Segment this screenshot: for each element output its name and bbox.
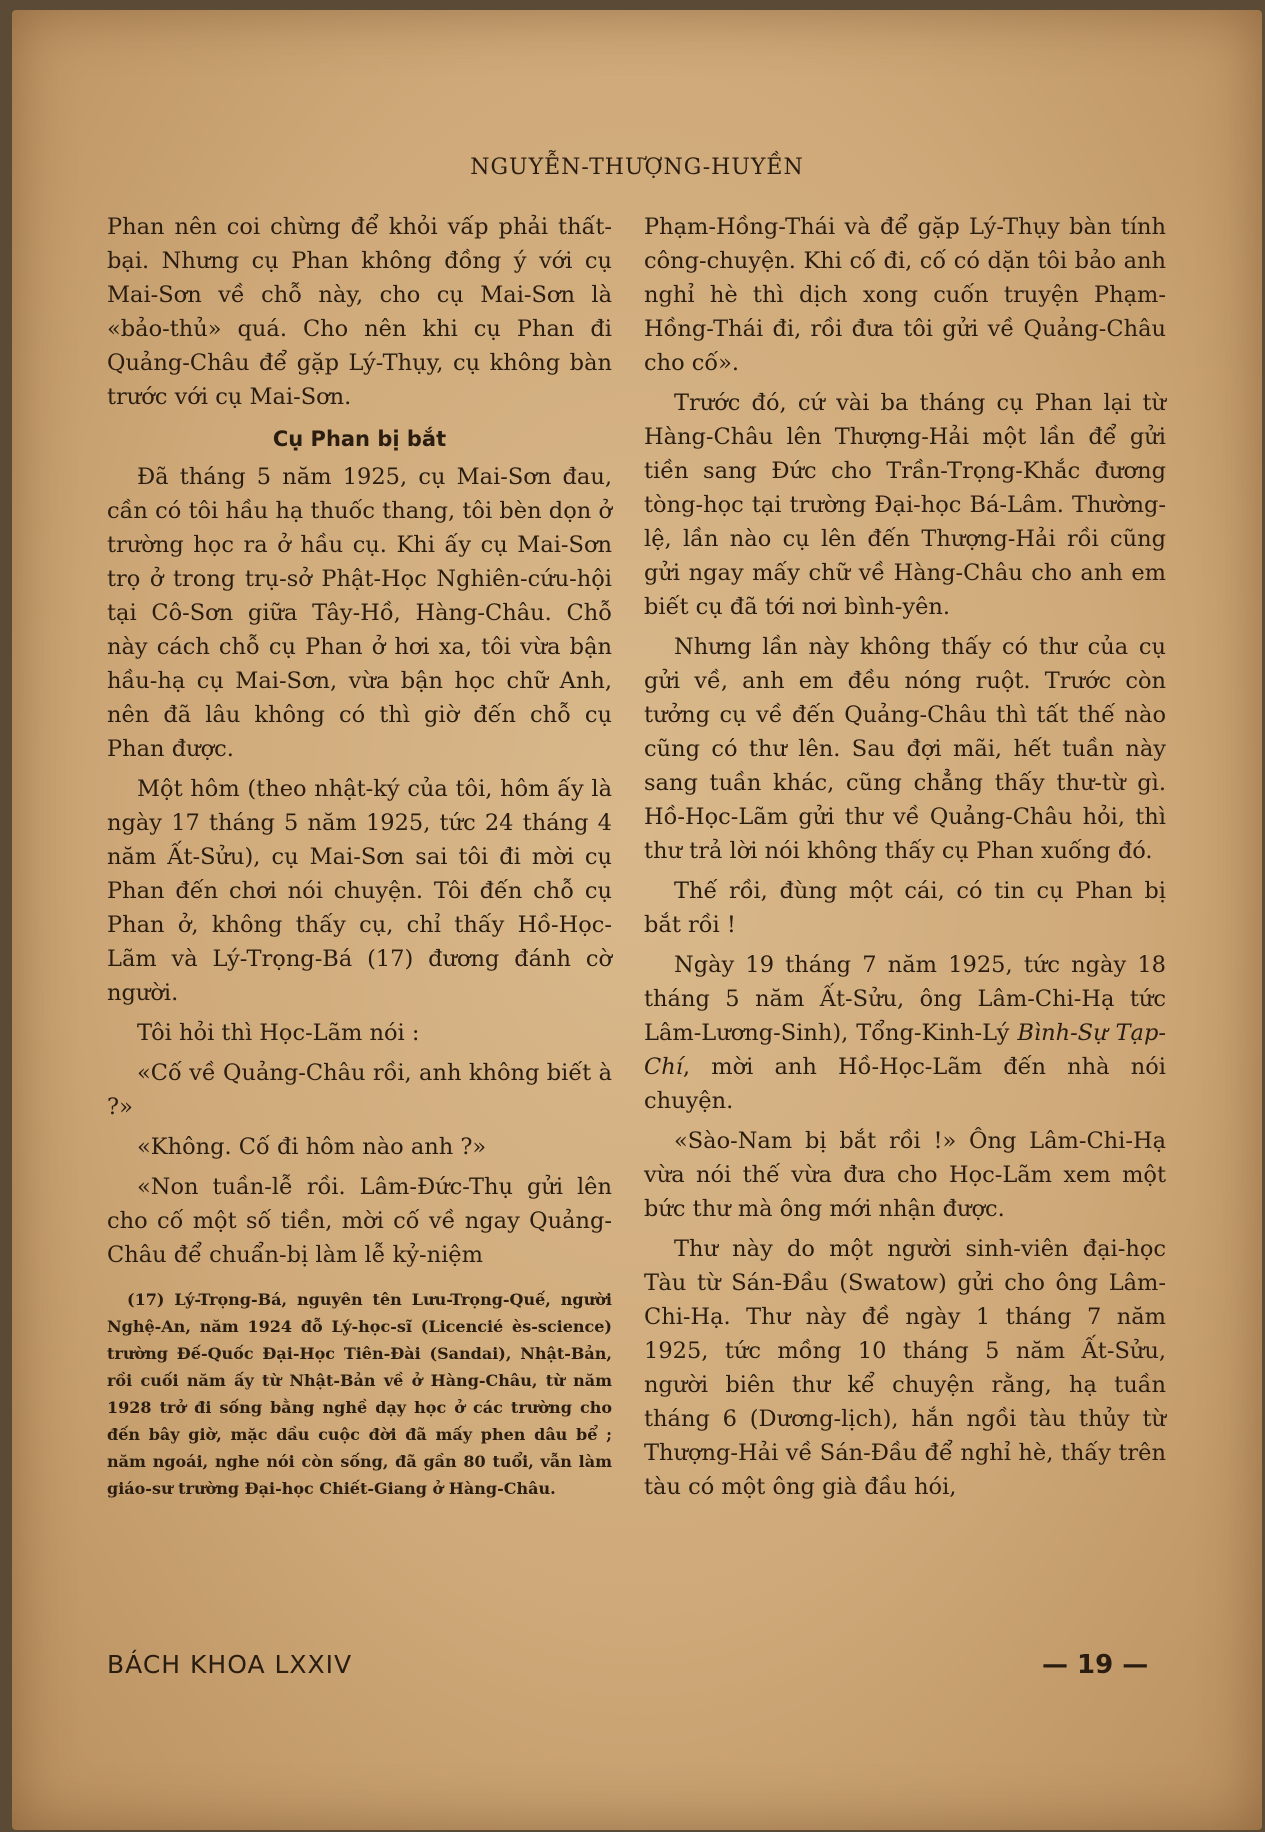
- paragraph: Trước đó, cứ vài ba tháng cụ Phan lại từ Hàng-Châu lên Thượng-Hải một lần để gửi tiền sang Đức cho Trần-Trọng-Khắc đương tòng-học tại trường Đại-học Bá-Lâm. Thường-lệ, lần nào cụ lên đến Thượng-Hải rồi cũng gửi ngay mấy chữ về Hàng-Châu cho anh em biết cụ đã tới nơi bình-yên.: [644, 390, 1166, 620]
- paragraph: Một hôm (theo nhật-ký của tôi, hôm ấy là ngày 17 tháng 5 năm 1925, tức 24 tháng 4 năm Ất-Sửu), cụ Mai-Sơn sai tôi đi mời cụ Phan đến chơi nói chuyện. Tôi đến chỗ cụ Phan ở, không thấy cụ, chỉ thấy Hồ-Học-Lãm và Lý-Trọng-Bá (17) đương đánh cờ người.: [107, 776, 612, 1006]
- page-header-author: NGUYỄN-THƯỢNG-HUYỀN: [470, 155, 804, 180]
- right-column: [644, 210, 1166, 1510]
- magazine-name: BÁCH KHOA LXXIV: [107, 1650, 353, 1679]
- footnote-text: (17) Lý-Trọng-Bá, nguyên tên Lưu-Trọng-Quế, người Nghệ-An, năm 1924 đỗ Lý-học-sĩ (Licencié ès-science) trường Đế-Quốc Đại-Học Tiên-Đài (Sandai), Nhật-Bản, rồi cuối năm ấy từ Nhật-Bản về ở Hàng-Châu, từ năm 1928 trở đi sống bằng nghề dạy học ở các trường cho đến bây giờ, mặc dầu cuộc đời đã mấy phen dâu bể ; năm ngoái, nghe nói còn sống, đã gần 80 tuổi, vẫn làm giáo-sư trường Đại-học Chiết-Giang ở Hàng-Châu.: [107, 1290, 612, 1498]
- paragraph: Đã tháng 5 năm 1925, cụ Mai-Sơn đau, cần có tôi hầu hạ thuốc thang, tôi bèn dọn ở trường học ra ở hầu cụ. Khi ấy cụ Mai-Sơn trọ ở trong trụ-sở Phật-Học Nghiên-cứu-hội tại Cô-Sơn giữa Tây-Hồ, Hàng-Châu. Chỗ này cách chỗ cụ Phan ở hơi xa, tôi vừa bận hầu-hạ cụ Mai-Sơn, vừa bận học chữ Anh, nên đã lâu không có thì giờ đến chỗ cụ Phan được.: [107, 464, 612, 762]
- paragraph-text: Ngày 19 tháng 7 năm 1925, tức ngày 18 tháng 5 năm Ất-Sửu, ông Lâm-Chi-Hạ tức Lâm-Lương-Sinh), Tổng-Kinh-Lý: [644, 952, 1166, 1046]
- publication-title: Bình-Sự Tạp-Chí: [644, 1020, 1166, 1080]
- paragraph: Nhưng lần này không thấy có thư của cụ gửi về, anh em đều nóng ruột. Trước còn tưởng cụ về đến Quảng-Châu thì tất thế nào cũng có thư lên. Sau đợi mãi, hết tuần này sang tuần khác, cũng chẳng thấy thư-từ gì. Hồ-Học-Lãm gửi thư về Quảng-Châu hỏi, thì thư trả lời nói không thấy cụ Phan xuống đó.: [644, 634, 1166, 864]
- page-number: — 19 —: [1042, 1650, 1149, 1680]
- paragraph: «Non tuần-lễ rồi. Lâm-Đức-Thụ gửi lên cho cố một số tiền, mời cố về ngay Quảng-Châu để chuẩn-bị làm lễ kỷ-niệm: [107, 1174, 612, 1268]
- section-heading: Cụ Phan bị bắt: [272, 427, 447, 451]
- paragraph-text: , mời anh Hồ-Học-Lãm đến nhà nói chuyện.: [644, 1054, 1166, 1114]
- paragraph: Tôi hỏi thì Học-Lãm nói :: [137, 1020, 420, 1046]
- paragraph: Phạm-Hồng-Thái và để gặp Lý-Thụy bàn tính công-chuyện. Khi cố đi, cố có dặn tôi bảo anh nghỉ hè thì dịch xong cuốn truyện Phạm-Hồng-Thái đi, rồi đưa tôi gửi về Quảng-Châu cho cố».: [644, 214, 1166, 376]
- paragraph: «Sào-Nam bị bắt rồi !» Ông Lâm-Chi-Hạ vừa nói thế vừa đưa cho Học-Lãm xem một bức thư mà ông mới nhận được.: [644, 1128, 1166, 1222]
- paragraph: Thế rồi, đùng một cái, có tin cụ Phan bị bắt rồi !: [644, 878, 1166, 938]
- footnote: [107, 1286, 612, 1502]
- paragraph: [644, 948, 1166, 1118]
- paragraph: «Không. Cố đi hôm nào anh ?»: [137, 1134, 487, 1160]
- paragraph: «Cố về Quảng-Châu rồi, anh không biết à ?»: [107, 1060, 612, 1120]
- left-column: [107, 210, 612, 1502]
- magazine-page: [12, 10, 1262, 1830]
- paragraph: Thư này do một người sinh-viên đại-học Tàu từ Sán-Đầu (Swatow) gửi cho ông Lâm-Chi-Hạ. Thư này đề ngày 1 tháng 7 năm 1925, tức mồng 10 tháng 5 năm Ất-Sửu, người biên thư kể chuyện rằng, hạ tuần tháng 6 (Dương-lịch), hắn ngồi tàu thủy từ Thượng-Hải về Sán-Đầu để nghỉ hè, thấy trên tàu có một ông già đầu hói,: [644, 1236, 1166, 1500]
- paragraph: Phan nên coi chừng để khỏi vấp phải thất-bại. Nhưng cụ Phan không đồng ý với cụ Mai-Sơn về chỗ này, cho cụ Mai-Sơn là «bảo-thủ» quá. Cho nên khi cụ Phan đi Quảng-Châu để gặp Lý-Thụy, cụ không bàn trước với cụ Mai-Sơn.: [107, 214, 612, 410]
